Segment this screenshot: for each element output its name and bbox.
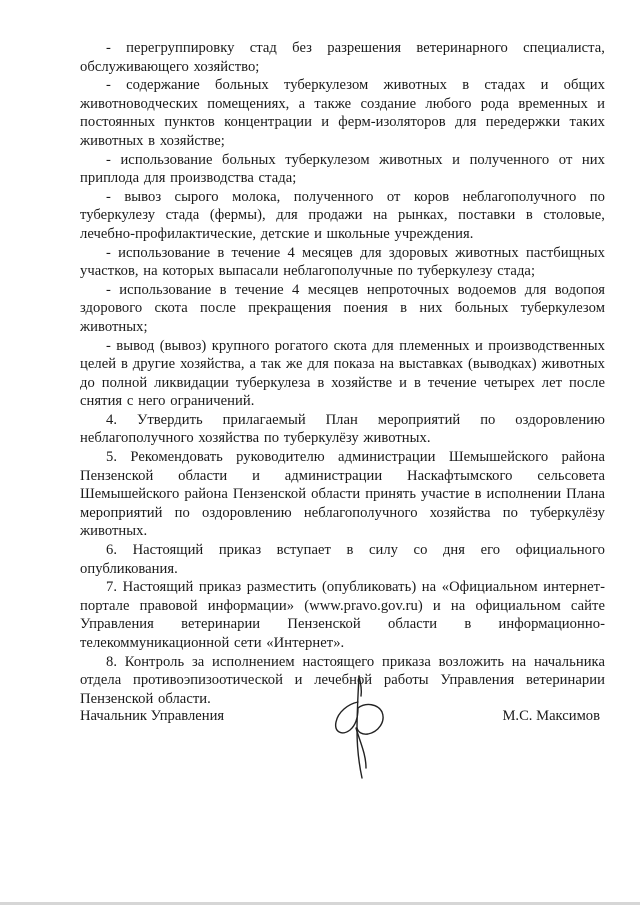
- signatory-name: М.С. Максимов: [502, 708, 600, 724]
- list-item-using-sick: - использование больных туберкулезом животных и полученного от них приплода для производства стада;: [80, 151, 605, 187]
- signatory-position: Начальник Управления: [80, 708, 225, 724]
- document-body: [80, 39, 605, 708]
- clause-8: 8. Контроль за исполнением настоящего приказа возложить на начальника отдела противоэпизоотической и лечебной работы Управления ветеринарии Пензенской области.: [80, 653, 605, 707]
- list-item-ponds: - использование в течение 4 месяцев непроточных водоемов для водопоя здорового скота после прекращения поения в них больных туберкулезом животных;: [80, 281, 605, 335]
- clause-6: 6. Настоящий приказ вступает в силу со дня его официального опубликования.: [80, 542, 605, 577]
- list-item-cattle-export: - вывод (вывоз) крупного рогатого скота для племенных и производственных целей в другие хозяйства, а так же для показа на выставках (выводках) животных до полной ликвидации туберкулеза в хозяйстве и в течение четырех лет после снятия с него ограничений.: [80, 337, 605, 410]
- clause-7: 7. Настоящий приказ разместить (опубликовать) на «Официальном интернет-портале правовой информации» (www.pravo.gov.ru) и на официальном сайте Управления ветеринарии Пензенской области в информационно-телекоммуникационной сети «Интернет».: [80, 579, 605, 651]
- list-item-keeping-sick: - содержание больных туберкулезом животных в стадах и общих животноводческих помещениях, а также создание любого рода временных и постоянных пунктов концентрации и ферм-изоляторов для передержки таких животных в хозяйстве;: [80, 77, 605, 149]
- list-item-milk-export: - вывоз сырого молока, полученного от коров неблагополучного по туберкулезу стада (фермы), для продажи на рынках, поставки в столовые, лечебно-профилактические, детские и школьные учреждения.: [80, 188, 605, 242]
- clause-5: 5. Рекомендовать руководителю администрации Шемышейского района Пензенской области и администрации Наскафтымского сельсовета Шемышейского района Пензенской области принять участие в исполнении Плана мероприятий по оздоровлению неблагополучного хозяйства по туберкулёзу животных.: [80, 449, 605, 540]
- list-item-regrouping: - перегруппировку стад без разрешения ветеринарного специалиста, обслуживающего хозяйство;: [80, 40, 605, 75]
- list-item-pastures: - использование в течение 4 месяцев для здоровых животных пастбищных участков, на которых выпасали неблагополучные по туберкулезу стада;: [80, 244, 605, 280]
- clause-4: 4. Утвердить прилагаемый План мероприятий по оздоровлению неблагополучного хозяйства по туберкулёзу животных.: [80, 411, 605, 447]
- handwritten-signature: [326, 672, 392, 782]
